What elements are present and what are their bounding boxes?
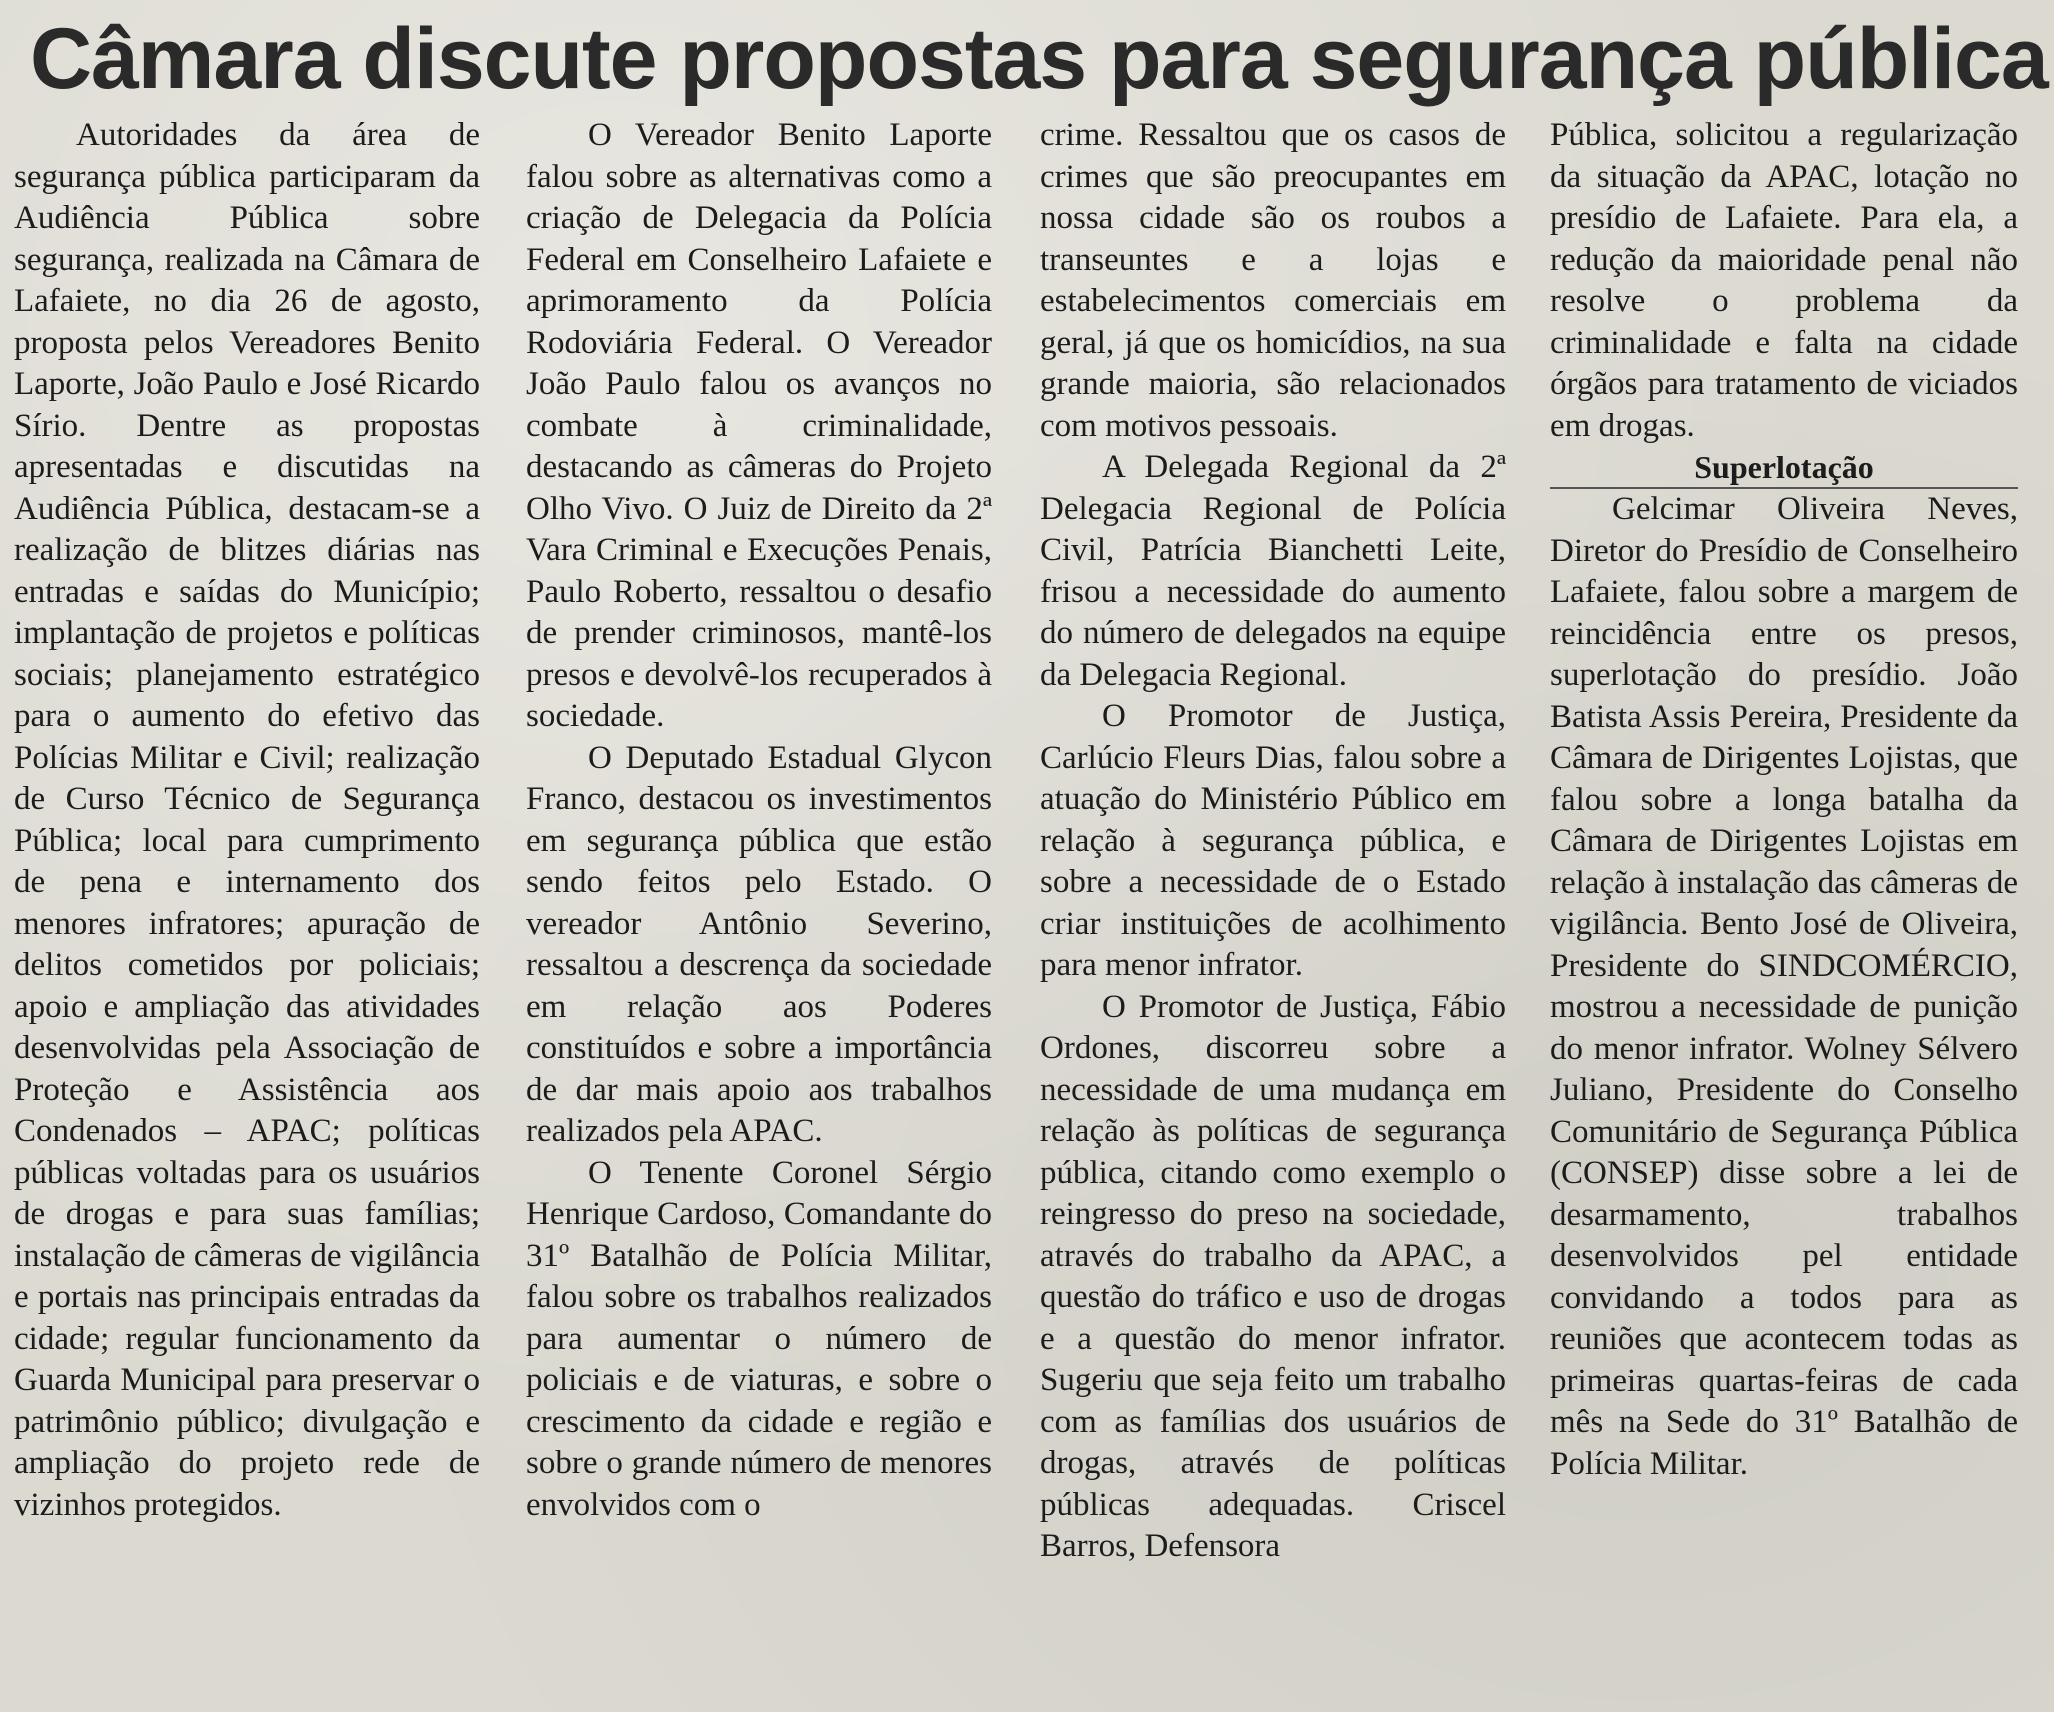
- paragraph: crime. Ressaltou que os casos de crimes que são preocupantes em nossa cidade são os roubos a transeuntes e a lojas e estabelecimentos comerciais em geral, já que os homicídios, na sua grande maioria, são relacionados com motivos pessoais.: [1040, 117, 1506, 444]
- section-subheading: Superlotação: [1550, 447, 2018, 489]
- paragraph: A Delegada Regional da 2ª Delegacia Regional de Polícia Civil, Patrícia Bianchetti Leite, frisou a necessidade do aumento do número de delegados na equipe da Delegacia Regional.: [1040, 449, 1506, 693]
- paragraph: Pública, solicitou a regularização da situação da APAC, lotação no presídio de Lafaiete. Para ela, a redução da maioridade penal não resolve o problema da criminalidade e falta na cidade órgãos para tratamento de viciados em drogas.: [1550, 117, 2018, 444]
- paragraph: O Promotor de Justiça, Fábio Ordones, discorreu sobre a necessidade de uma mudança em relação às políticas de segurança pública, citando como exemplo o reingresso do preso na sociedade, através do trabalho da APAC, a questão do tráfico e uso de drogas e a questão do menor infrator. Sugeriu que seja feito um trabalho com as famílias dos usuários de drogas, através de políticas públicas adequadas. Criscel Barros, Defensora: [1040, 988, 1506, 1564]
- paragraph: O Deputado Estadual Glycon Franco, destacou os investimentos em segurança pública que estão sendo feitos pelo Estado. O vereador Antônio Severino, ressaltou a descrença da sociedade em relação aos Poderes constituídos e sobre a importância de dar mais apoio aos trabalhos realizados pela APAC.: [526, 739, 992, 1149]
- paragraph: Gelcimar Oliveira Neves, Diretor do Presídio de Conselheiro Lafaiete, falou sobre a margem de reincidência entre os presos, superlotação do presídio. João Batista Assis Pereira, Presidente da Câmara de Dirigentes Lojistas, que falou sobre a longa batalha da Câmara de Dirigentes Lojistas em relação à instalação das câmeras de vigilância. Bento José de Oliveira, Presidente do SINDCOMÉRCIO, mostrou a necessidade de punição do menor infrator. Wolney Sélvero Juliano, Presidente do Conselho Comunitário de Segurança Pública (CONSEP) disse sobre a lei de desarmamento, trabalhos desenvolvidos pel entidade convidando a todos para as reuniões que acontecem todas as primeiras quartas-feiras de cada mês na Sede do 31º Batalhão de Polícia Militar.: [1550, 491, 2018, 1482]
- article-column-1: [14, 115, 480, 1705]
- article-column-2: [526, 115, 992, 1705]
- paragraph: Autoridades da área de segurança pública participaram da Audiência Pública sobre segurança, realizada na Câmara de Lafaiete, no dia 26 de agosto, proposta pelos Vereadores Benito Laporte, João Paulo e José Ricardo Sírio. Dentre as propostas apresentadas e discutidas na Audiência Pública, destacam-se a realização de blitzes diárias nas entradas e saídas do Município; implantação de projetos e políticas sociais; planejamento estratégico para o aumento do efetivo das Polícias Militar e Civil; realização de Curso Técnico de Segurança Pública; local para cumprimento de pena e internamento dos menores infratores; apuração de delitos cometidos por policiais; apoio e ampliação das atividades desenvolvidas pela Associação de Proteção e Assistência aos Condenados – APAC; políticas públicas voltadas para os usuários de drogas e para suas famílias; instalação de câmeras de vigilância e portais nas principais entradas da cidade; regular funcionamento da Guarda Municipal para preservar o patrimônio público; divulgação e ampliação do projeto rede de vizinhos protegidos.: [14, 117, 480, 1523]
- paragraph: O Vereador Benito Laporte falou sobre as alternativas como a criação de Delegacia da Polícia Federal em Conselheiro Lafaiete e aprimoramento da Polícia Rodoviária Federal. O Vereador João Paulo falou os avanços no combate à criminalidade, destacando as câmeras do Projeto Olho Vivo. O Juiz de Direito da 2ª Vara Criminal e Execuções Penais, Paulo Roberto, ressaltou o desafio de prender criminosos, mantê-los presos e devolvê-los recuperados à sociedade.: [526, 117, 992, 734]
- article-column-4: [1550, 115, 2018, 1705]
- paragraph: O Promotor de Justiça, Carlúcio Fleurs Dias, falou sobre a atuação do Ministério Público em relação à segurança pública, e sobre a necessidade de o Estado criar instituições de acolhimento para menor infrator.: [1040, 698, 1506, 983]
- paragraph: O Tenente Coronel Sérgio Henrique Cardoso, Comandante do 31º Batalhão de Polícia Militar, falou sobre os trabalhos realizados para aumentar o número de policiais e de viaturas, e sobre o crescimento da cidade e região e sobre o grande número de menores envolvidos com o: [526, 1154, 992, 1523]
- article-column-3: [1040, 115, 1506, 1705]
- headline: Câmara discute propostas para segurança pública: [30, 11, 2048, 107]
